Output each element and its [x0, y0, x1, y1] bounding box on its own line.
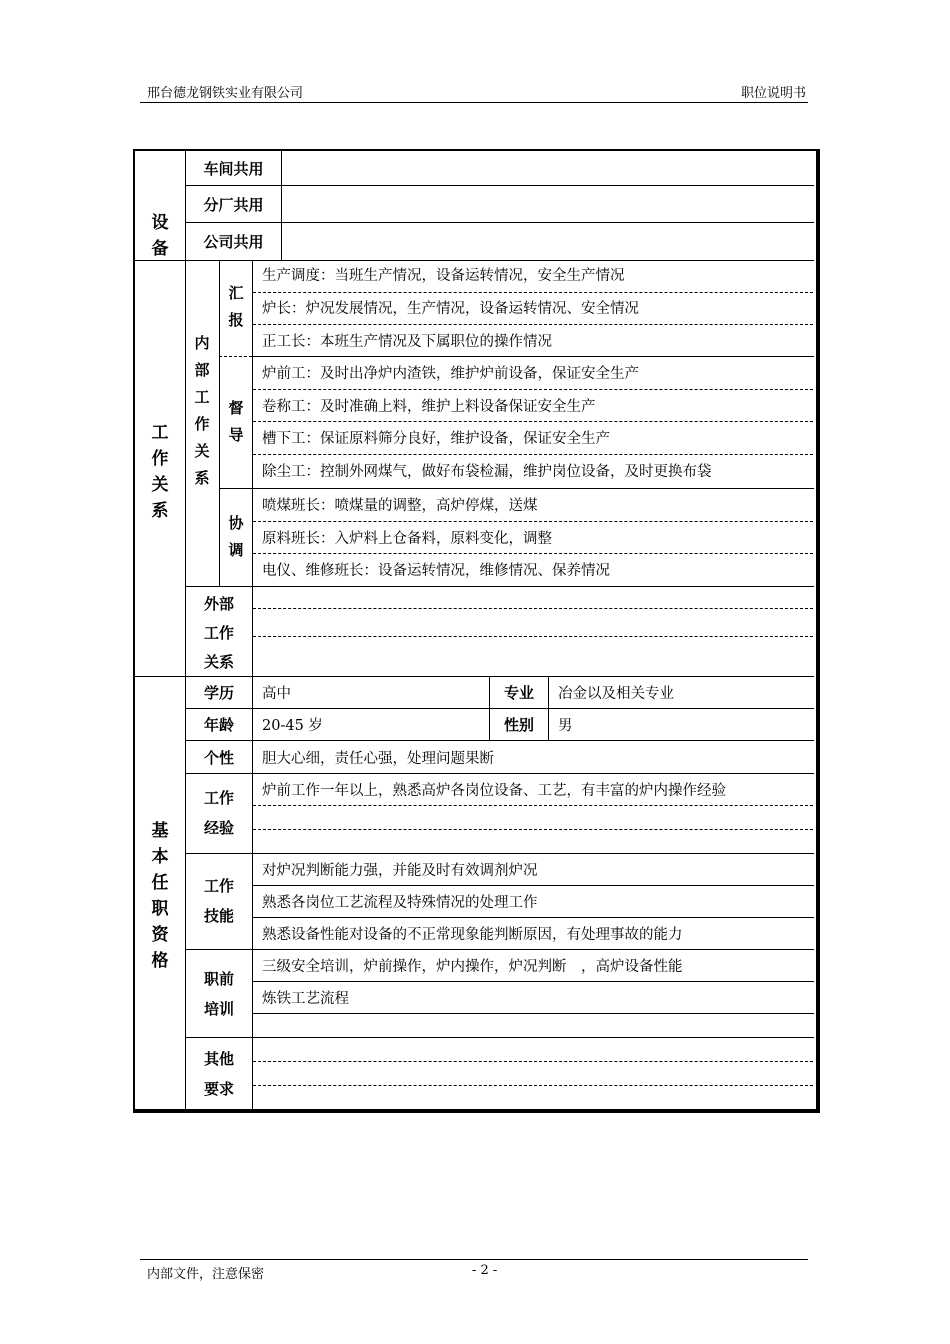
document-title: 职位说明书 [740, 86, 806, 101]
skill-item: 对炉况判断能力强，并能及时有效调剂炉况 [262, 863, 538, 879]
internal-relations-label: 内 部 工 作 关 系 [194, 334, 210, 487]
skill-item: 熟悉各岗位工艺流程及特殊情况的处理工作 [262, 895, 538, 911]
row-line [186, 708, 814, 709]
dash-line [253, 1085, 813, 1086]
report-item: 生产调度：当班生产情况，设备运转情况，安全生产情况 [262, 268, 625, 284]
equipment-row-company-label: 公司共用 [203, 233, 264, 251]
skills-label: 工作 技能 [203, 877, 234, 925]
work-relations-section-label: 工 作 关 系 [151, 423, 169, 521]
equipment-value-divider [281, 151, 282, 261]
equipment-row-branch-label: 分厂共用 [203, 196, 264, 214]
page-number: - 2 - [472, 1263, 498, 1278]
age-value: 20-45 岁 [262, 718, 323, 734]
footer-rule [140, 1259, 808, 1260]
dash-line [253, 324, 813, 325]
major-value: 冶金以及相关专业 [558, 686, 674, 702]
section-rule [135, 260, 814, 261]
other-requirements-label: 其他 要求 [203, 1050, 234, 1098]
dash-line [253, 389, 813, 390]
training-label: 职前 培训 [203, 970, 234, 1018]
row-line [186, 949, 814, 950]
row-line [219, 488, 814, 489]
row-line [186, 1037, 814, 1038]
dash-line [253, 805, 813, 806]
personality-label: 个性 [203, 749, 234, 767]
experience-label: 工作 经验 [203, 789, 234, 837]
row-line [253, 1013, 814, 1014]
row-line [253, 356, 814, 357]
report-label: 汇 报 [228, 284, 244, 329]
equipment-section-label: 设 备 [151, 213, 169, 259]
external-relations-label: 外部 工作 关系 [203, 595, 234, 671]
confidential-note: 内部文件，注意保密 [147, 1267, 265, 1282]
dash-line [253, 829, 813, 830]
education-label: 学历 [203, 684, 234, 702]
gender-value: 男 [558, 718, 573, 734]
row-line [253, 917, 814, 918]
supervise-item: 除尘工：控制外网煤气，做好布袋检漏，维护岗位设备，及时更换布袋 [262, 464, 712, 480]
qualifications-section-label: 基 本 任 职 资 格 [151, 821, 169, 971]
row-line [253, 885, 814, 886]
major-label: 专业 [503, 684, 534, 702]
age-label: 年龄 [203, 716, 234, 734]
supervise-item: 槽下工：保证原料筛分良好，维护设备，保证安全生产 [262, 431, 610, 447]
dash-line [253, 608, 813, 609]
row-line [253, 981, 814, 982]
coordinate-item: 原料班长：入炉料上仓备料，原料变化，调整 [262, 531, 552, 547]
row-line [186, 586, 814, 587]
training-item: 三级安全培训，炉前操作，炉内操作，炉况判断 ，高炉设备性能 [262, 959, 683, 975]
equipment-row-workshop-label: 车间共用 [203, 160, 264, 178]
dash-line [253, 1061, 813, 1062]
coordinate-item: 电仪、维修班长：设备运转情况，维修情况、保养情况 [262, 563, 610, 579]
row-line [186, 222, 814, 223]
row-line [186, 185, 814, 186]
gender-label: 性别 [503, 716, 534, 734]
dash-line [253, 636, 813, 637]
supervise-label: 督 导 [228, 399, 244, 444]
supervise-item: 炉前工：及时出净炉内渣铁，维护炉前设备，保证安全生产 [262, 366, 639, 382]
dash-line [253, 421, 813, 422]
row-line [186, 740, 814, 741]
report-item: 正工长：本班生产情况及下属职位的操作情况 [262, 334, 552, 350]
dash-line [253, 553, 813, 554]
row-line [186, 773, 814, 774]
experience-value: 炉前工作一年以上，熟悉高炉各岗位设备、工艺，有丰富的炉内操作经验 [262, 783, 726, 799]
dash-line [253, 521, 813, 522]
company-name: 邢台德龙钢铁实业有限公司 [147, 86, 304, 101]
skill-item: 熟悉设备性能对设备的不正常现象能判断原因，有处理事故的能力 [262, 927, 683, 943]
header-rule [140, 102, 808, 103]
dash-line [253, 454, 813, 455]
education-value: 高中 [262, 686, 291, 702]
supervise-item: 卷称工：及时准确上料，维护上料设备保证安全生产 [262, 399, 596, 415]
section-rule [135, 676, 814, 677]
report-item: 炉长：炉况发展情况，生产情况，设备运转情况、安全情况 [262, 301, 639, 317]
training-item: 炼铁工艺流程 [262, 991, 349, 1007]
personality-value: 胆大心细，责任心强，处理问题果断 [262, 751, 494, 767]
row-line [186, 853, 814, 854]
coordinate-item: 喷煤班长：喷煤量的调整，高炉停煤，送煤 [262, 498, 538, 514]
dash-line [253, 292, 813, 293]
coordinate-label: 协 调 [228, 514, 244, 559]
group-separator [219, 356, 252, 357]
